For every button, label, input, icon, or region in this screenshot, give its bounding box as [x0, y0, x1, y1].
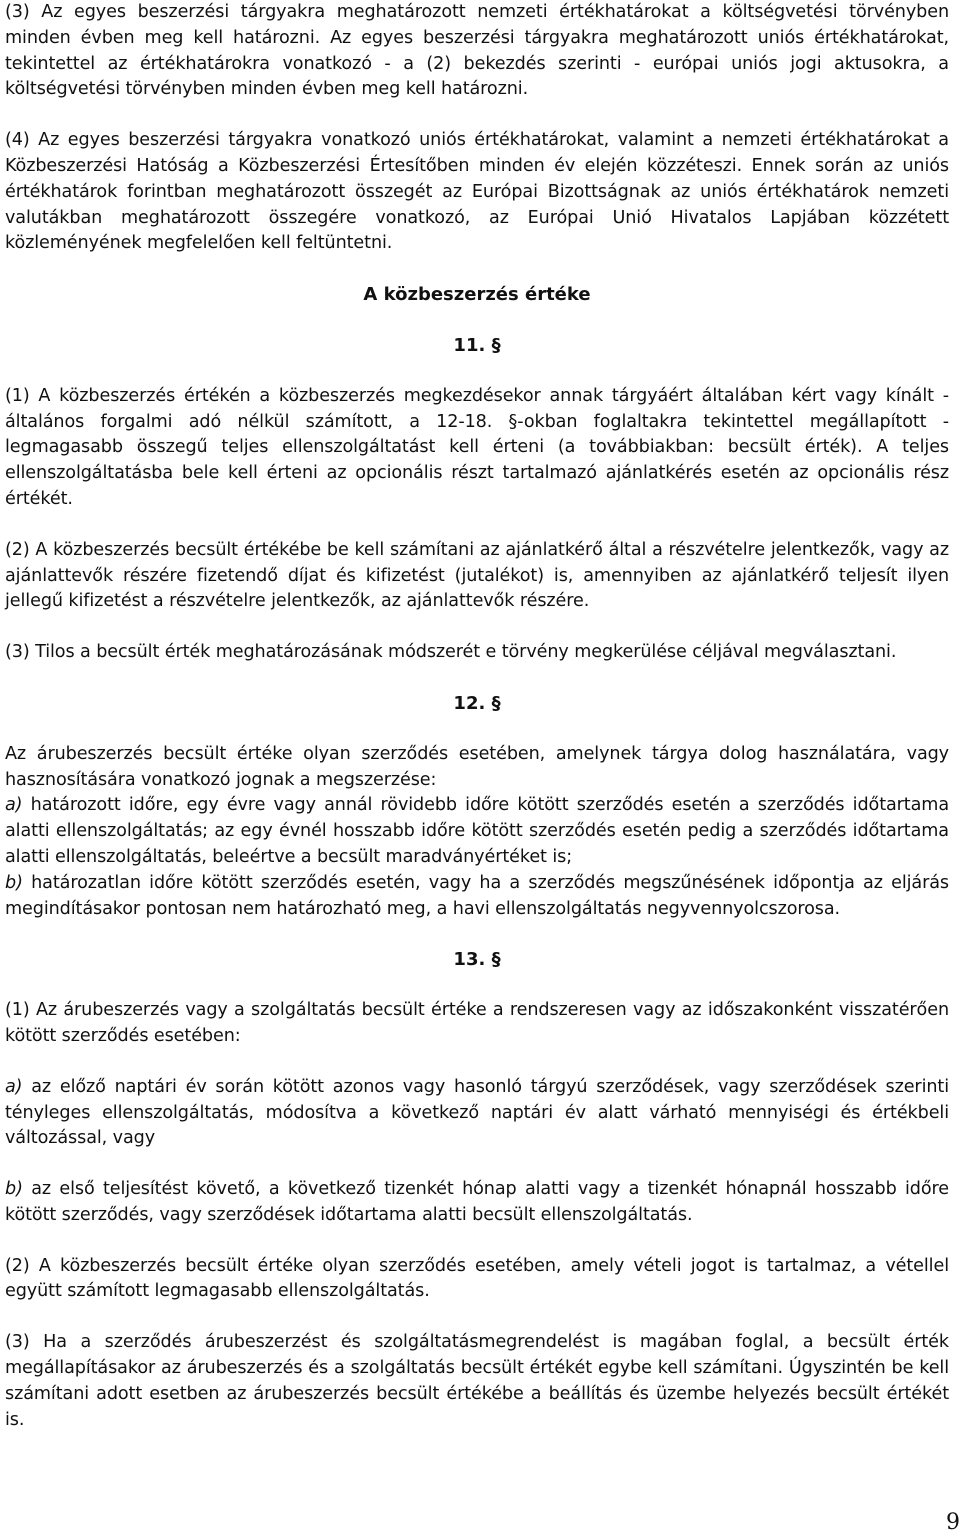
section-13-number: 13. §: [453, 949, 501, 971]
section-12-number: 12. §: [453, 692, 501, 714]
section-12-intro: Az árubeszerzés becsült értéke olyan szerződés esetében, amelynek tárgya dolog használatára, vagy hasznosítására vonatkozó jognak a megszerzése:: [5, 743, 949, 790]
point-b-label: b): [5, 872, 23, 893]
section-11-paragraph-1: (1) A közbeszerzés értékén a közbeszerzés megkezdésekor annak tárgyáért általában kért vagy kínált - általános forgalmi adó nélkül számított, a 12-18. §-okban foglaltakra tekintettel megállapított - legmagasabb összegű teljes ellenszolgáltatást kell érteni (a továbbiakban: becsült érték). A teljes ellenszolgáltatásba bele kell érteni az opcionális részt tartalmazó ajánlatkérés esetén az opcionális rész értékét.: [5, 385, 949, 509]
section-12-point-a: [5, 793, 949, 870]
point-b-text: határozatlan időre kötött szerződés esetén, vagy ha a szerződés megszűnésének időpontja az eljárás megindításakor pontosan nem határozható meg, a havi ellenszolgáltatás negyvennyolcszorosa.: [5, 872, 949, 919]
point-a-text: az előző naptári év során kötött azonos vagy hasonló tárgyú szerződések, vagy szerződések szerinti tényleges ellenszolgáltatás, módosítva a következő naptári év alatt várható mennyiségi és értékbeli változással, vagy: [5, 1076, 949, 1149]
section-13-point-a: [5, 1075, 949, 1152]
paragraph-3: (3) Az egyes beszerzési tárgyakra meghatározott nemzeti értékhatárokat a költségvetési törvényben minden évben meg kell határozni. Az egyes beszerzési tárgyakra meghatározott uniós értékhatárokat, tekintettel az értékhatárokra vonatkozó - a (2) bekezdés szerinti - európai uniós jogi aktusokra, a költségvetési törvényben minden évben meg kell határozni.: [5, 2, 949, 100]
point-a-label: a): [5, 795, 23, 816]
section-11-paragraph-2: (2) A közbeszerzés becsült értékébe be kell számítani az ajánlatkérő által a részvételre jelentkezők, vagy az ajánlattevők részére fizetendő díjat és kifizetést (jutalékot) is, amennyiben az ajánlatkérő teljesít ilyen jellegű kifizetést a részvételre jelentkezők, az ajánlattevők részére.: [5, 539, 949, 612]
point-a-text: határozott időre, egy évre vagy annál rövidebb időre kötött szerződés esetén a szerződés időtartama alatti ellenszolgáltatás; az egy évnél hosszabb időre kötött szerződés esetén pedig a szerződés időtartama alatti ellenszolgáltatás, beleértve a becsült maradványértéket is;: [5, 795, 950, 867]
page-number: 9: [946, 1510, 960, 1535]
document-page: [5, 0, 949, 1458]
paragraph-4: (4) Az egyes beszerzési tárgyakra vonatkozó uniós értékhatárokat, valamint a nemzeti értékhatárokat a Közbeszerzési Hatóság a Közbeszerzési Értesítőben minden év elején közzéteszi. Ennek során az uniós értékhatárok forintban meghatározott összegét az Európai Bizottságnak az uniós értékhatárok nemzeti valutákban meghatározott összegére vonatkozó, az Európai Unió Hivatalos Lapjában közzétett közleményének megfelelően kell feltüntetni.: [5, 130, 949, 254]
section-11-number: 11. §: [453, 334, 501, 356]
section-heading: A közbeszerzés értéke: [363, 284, 591, 306]
section-13-paragraph-3: (3) Ha a szerződés árubeszerzést és szolgáltatásmegrendelést is magában foglal, a becsült érték megállapításakor az árubeszerzés és a szolgáltatás becsült értékét egybe kell számítani. Úgyszintén be kell számítani adott esetben az árubeszerzés becsült értékébe a beállítás és üzembe helyezés becsült értékét is.: [5, 1332, 949, 1430]
section-12-point-b: [5, 871, 949, 923]
section-13-paragraph-2: (2) A közbeszerzés becsült értéke olyan szerződés esetében, amely vételi jogot is tartalmaz, a vétellel együtt számított legmagasabb ellenszolgáltatás.: [5, 1255, 949, 1302]
point-b-label: b): [5, 1179, 23, 1200]
section-13-paragraph-1: (1) Az árubeszerzés vagy a szolgáltatás becsült értéke a rendszeresen vagy az időszakonként visszatérően kötött szerződés esetében:: [5, 1000, 949, 1046]
point-a-label: a): [5, 1076, 23, 1097]
section-11-paragraph-3: (3) Tilos a becsült érték meghatározásának módszerét e törvény megkerülése céljával megválasztani.: [5, 642, 897, 663]
point-b-text: az első teljesítést követő, a következő tizenkét hónap alatti vagy a tizenkét hónapnál hosszabb időre kötött szerződés, vagy szerződések időtartama alatti becsült ellenszolgáltatás.: [5, 1179, 949, 1225]
section-13-point-b: [5, 1177, 949, 1229]
